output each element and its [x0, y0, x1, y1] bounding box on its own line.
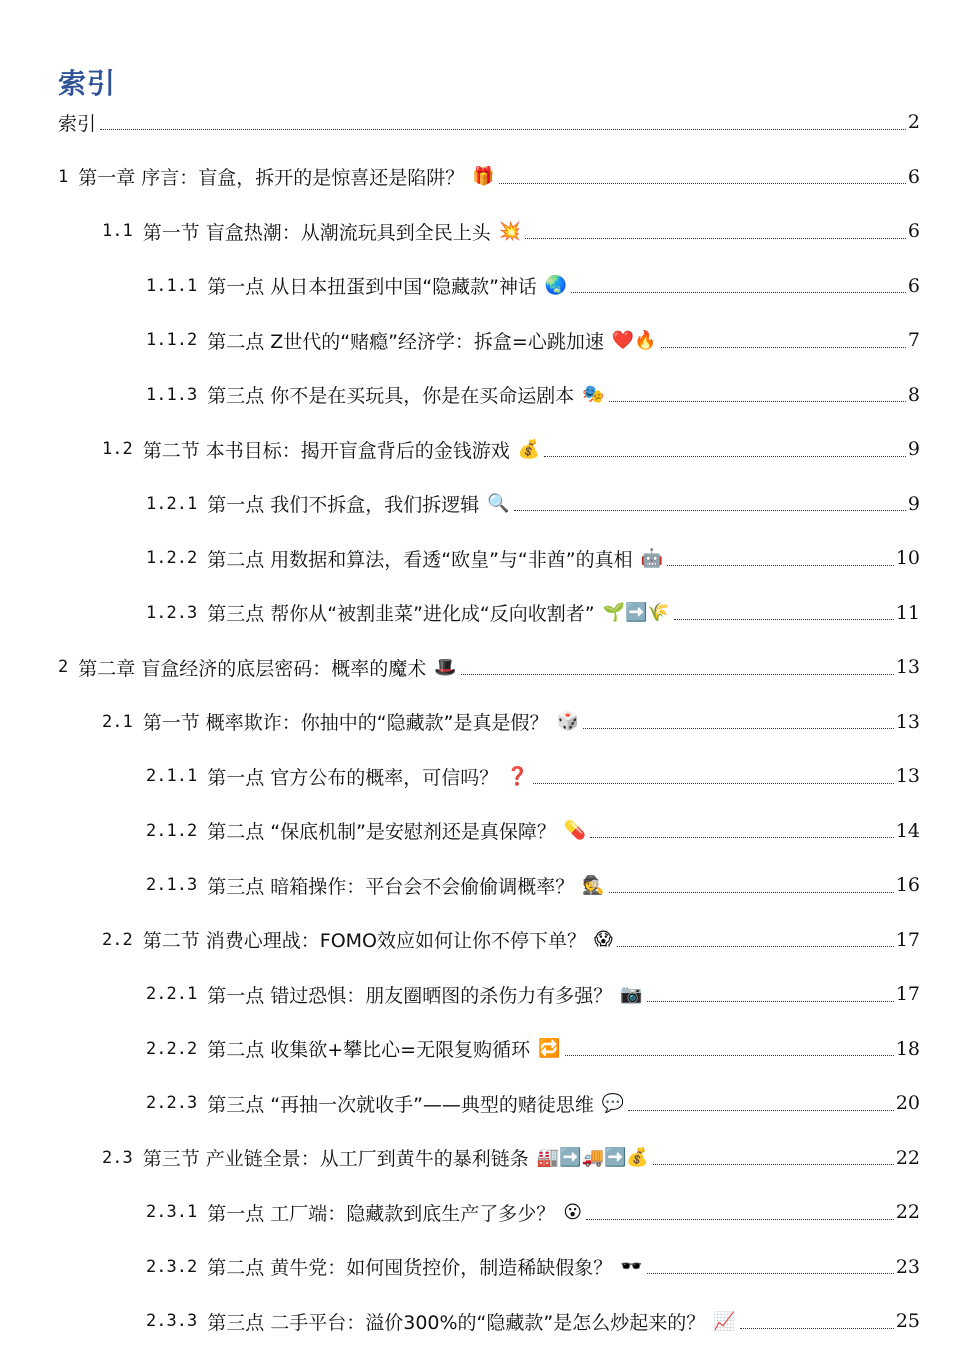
dot-leader	[100, 129, 906, 130]
toc-entry-emoji-icon: 🎭	[582, 384, 605, 405]
toc-entry[interactable]	[146, 270, 920, 302]
dot-leader	[499, 183, 906, 184]
toc-entry-label: 第二节 消费心理战：FOMO效应如何让你不停下单？	[142, 930, 586, 952]
toc-entry-number: 1.2	[102, 439, 133, 459]
dot-leader	[647, 1273, 894, 1274]
toc-entry-label: 第二点 “保底机制”是安慰剂还是真保障？	[207, 821, 556, 843]
toc-entry[interactable]	[146, 1305, 920, 1337]
toc-entry-page-number: 14	[895, 819, 920, 842]
toc-entry[interactable]	[102, 706, 920, 738]
dot-leader	[533, 783, 894, 784]
toc-entry-number: 2.1.1	[146, 766, 198, 786]
toc-entry-page-number: 6	[907, 274, 920, 297]
toc-entry[interactable]	[102, 1142, 920, 1174]
toc-entry[interactable]	[146, 815, 920, 847]
toc-entry-page-number: 25	[895, 1310, 920, 1332]
toc-entry-number: 2.1	[102, 711, 133, 732]
toc-entry-number: 1.2.2	[146, 548, 198, 568]
toc-entry-emoji-icon: 🤖	[640, 547, 664, 569]
toc-entry[interactable]	[102, 924, 920, 956]
toc-entry-label: 第二点 黄牛党：如何囤货控价，制造稀缺假象？	[207, 1257, 613, 1279]
dot-leader	[514, 510, 906, 511]
toc-entry[interactable]	[146, 542, 920, 574]
toc-entry-emoji-icon: 💰	[517, 438, 541, 460]
toc-entry[interactable]	[146, 1087, 920, 1119]
page-title: 索引	[58, 67, 117, 100]
toc-entry-page-number: 20	[895, 1092, 920, 1114]
dot-leader	[661, 347, 906, 348]
toc-entry-emoji-icon: 🎲	[556, 711, 579, 732]
toc-entry[interactable]	[146, 760, 920, 792]
toc-entry-emoji-icon: 🌱➡️🌾	[602, 602, 670, 623]
dot-leader	[740, 1328, 894, 1329]
toc-entry-page-number: 7	[907, 329, 920, 351]
toc-entry-number: 2.3.1	[146, 1202, 198, 1222]
dot-leader	[653, 1164, 894, 1165]
dot-leader	[525, 238, 906, 239]
toc-entry-label: 第三点 二手平台：溢价300%的“隐藏款”是怎么炒起来的？	[207, 1311, 706, 1334]
dot-leader	[617, 946, 894, 947]
toc-entry-page-number: 22	[895, 1146, 920, 1169]
toc-entry-label: 第一节 盲盒热潮：从潮流玩具到全民上头	[142, 221, 491, 244]
toc-entry-emoji-icon: 🌏	[544, 275, 568, 296]
toc-entry-label: 第一章 序言：盲盒，拆开的是惊喜还是陷阱？	[78, 167, 465, 189]
dot-leader	[583, 728, 894, 729]
toc-entry-label: 第一点 官方公布的概率，可信吗？	[207, 766, 499, 789]
toc-entry[interactable]	[146, 1033, 920, 1065]
toc-entry-emoji-icon: 📈	[713, 1310, 736, 1332]
toc-entry[interactable]	[58, 651, 920, 683]
toc-entry-number: 2.1.3	[146, 875, 198, 895]
toc-entry-number: 2.2.2	[146, 1038, 198, 1059]
dot-leader	[647, 1001, 894, 1002]
toc-entry-emoji-icon: 💊	[563, 820, 587, 841]
toc-entry-emoji-icon: 😮	[563, 1201, 582, 1223]
toc-entry-emoji-icon: 🔍	[487, 493, 510, 514]
toc-entry-page-number: 18	[895, 1037, 920, 1060]
toc-entry-label: 第二点 用数据和算法，看透“欧皇”与“非酋”的真相	[207, 548, 633, 571]
toc-entry-page-number: 13	[895, 656, 920, 678]
toc-entry-label: 第二点 Z世代的“赌瘾”经济学：拆盒=心跳加速	[207, 330, 604, 353]
toc-entry-label: 第一点 工厂端：隐藏款到底生产了多少？	[207, 1202, 556, 1225]
dot-leader	[544, 456, 906, 457]
toc-entry-emoji-icon: 🏭➡️🚚➡️💰	[536, 1147, 649, 1168]
toc-entry-emoji-icon: 💬	[601, 1092, 625, 1114]
toc-entry-emoji-icon: ❤️🔥	[611, 329, 657, 351]
toc-entry-number: 2	[58, 657, 69, 677]
toc-entry-number: 2.1.2	[146, 820, 198, 841]
toc-entry-number: 1.1.1	[146, 275, 198, 296]
dot-leader	[565, 1055, 894, 1056]
dot-leader	[628, 1110, 893, 1111]
toc-entry-emoji-icon: 🎩	[434, 656, 457, 678]
toc-entry-emoji-icon: 🎁	[472, 166, 495, 187]
toc-entry-emoji-icon: 🔁	[538, 1038, 561, 1059]
toc-entry-emoji-icon: 🕵️	[582, 874, 605, 896]
toc-entry-number: 1.1.2	[146, 330, 198, 350]
toc-entry-page-number: 10	[895, 547, 920, 569]
toc-entry[interactable]	[146, 324, 920, 356]
toc-entry-page-number: 9	[907, 438, 920, 460]
toc-entry[interactable]	[102, 433, 920, 465]
toc-entry-number: 2.3.2	[146, 1256, 198, 1277]
toc-entry-label: 第一点 我们不拆盒，我们拆逻辑	[207, 494, 480, 516]
toc-entry-page-number: 22	[895, 1201, 920, 1223]
toc-entry-number: 2.2.1	[146, 984, 198, 1004]
toc-entry-number: 2.2.3	[146, 1093, 198, 1113]
toc-entry[interactable]	[58, 161, 920, 193]
toc-entry-label: 第三点 “再抽一次就收手”——典型的赌徒思维	[207, 1093, 594, 1116]
toc-entry-emoji-icon: ❓	[506, 765, 529, 787]
toc-entry-number: 1.1.3	[146, 384, 198, 405]
dot-leader	[571, 292, 906, 293]
toc-entry[interactable]	[58, 106, 920, 138]
toc-entry-label: 第二点 收集欲+攀比心=无限复购循环	[207, 1039, 531, 1061]
toc-entry[interactable]	[146, 488, 920, 520]
dot-leader	[674, 619, 894, 620]
toc-entry[interactable]	[146, 1196, 920, 1228]
dot-leader	[586, 1219, 894, 1220]
toc-entry[interactable]	[146, 379, 920, 411]
toc-entry-page-number: 23	[895, 1255, 920, 1278]
toc-entry-label: 第一节 概率欺诈：你抽中的“隐藏款”是真是假？	[142, 712, 549, 734]
dot-leader	[667, 565, 894, 566]
toc-entry-number: 2.2	[102, 929, 133, 950]
toc-entry-label: 第三点 暗箱操作：平台会不会偷偷调概率？	[207, 875, 575, 898]
toc-entry-page-number: 6	[907, 165, 920, 188]
toc-entry-page-number: 2	[907, 111, 920, 133]
dot-leader	[461, 674, 894, 675]
toc-entry-page-number: 8	[907, 383, 920, 406]
toc-entry-label: 第一点 错过恐惧：朋友圈晒图的杀伤力有多强？	[207, 984, 613, 1007]
toc-entry-page-number: 13	[895, 710, 920, 733]
toc-entry-label: 第三点 帮你从“被割韭菜”进化成“反向收割者”	[207, 603, 595, 625]
toc-entry-page-number: 13	[895, 765, 920, 787]
toc-entry-emoji-icon: 🕶️	[620, 1256, 643, 1277]
toc-entry-number: 1	[58, 166, 69, 187]
dot-leader	[590, 837, 893, 838]
toc-entry-label: 第一点 从日本扭蛋到中国“隐藏款”神话	[207, 276, 537, 298]
toc-entry-number: 1.2.1	[146, 493, 198, 514]
toc-entry-label: 第二节 本书目标：揭开盲盒背后的金钱游戏	[142, 439, 510, 462]
toc-entry-page-number: 17	[895, 928, 920, 951]
toc-entry-label: 第三点 你不是在买玩具，你是在买命运剧本	[207, 385, 575, 407]
toc-entry[interactable]	[146, 978, 920, 1010]
toc-entry[interactable]	[102, 215, 920, 247]
toc-entry-label: 第二章 盲盒经济的底层密码：概率的魔术	[78, 657, 427, 680]
dot-leader	[609, 892, 894, 893]
toc-entry-page-number: 17	[895, 983, 920, 1005]
toc-entry-page-number: 16	[895, 874, 920, 896]
toc-entry[interactable]	[146, 869, 920, 901]
toc-entry-label: 第三节 产业链全景：从工厂到黄牛的暴利链条	[142, 1148, 529, 1170]
toc-entry-number: 2.3.3	[146, 1311, 198, 1331]
toc-entry-emoji-icon: 💥	[498, 220, 522, 242]
toc-entry[interactable]	[146, 1251, 920, 1283]
toc-entry-number: 1.2.3	[146, 602, 198, 623]
toc-entry-number: 1.1	[102, 221, 133, 241]
toc-entry-emoji-icon: 📷	[620, 983, 643, 1005]
toc-entry-page-number: 9	[907, 492, 920, 515]
toc-entry-page-number: 11	[895, 601, 920, 624]
toc-entry[interactable]	[146, 597, 920, 629]
dot-leader	[609, 401, 906, 402]
toc-entry-page-number: 6	[907, 220, 920, 242]
toc-entry-label: 索引	[58, 112, 97, 135]
toc-entry-number: 2.3	[102, 1147, 133, 1168]
toc-entry-emoji-icon: 😱	[594, 929, 613, 950]
